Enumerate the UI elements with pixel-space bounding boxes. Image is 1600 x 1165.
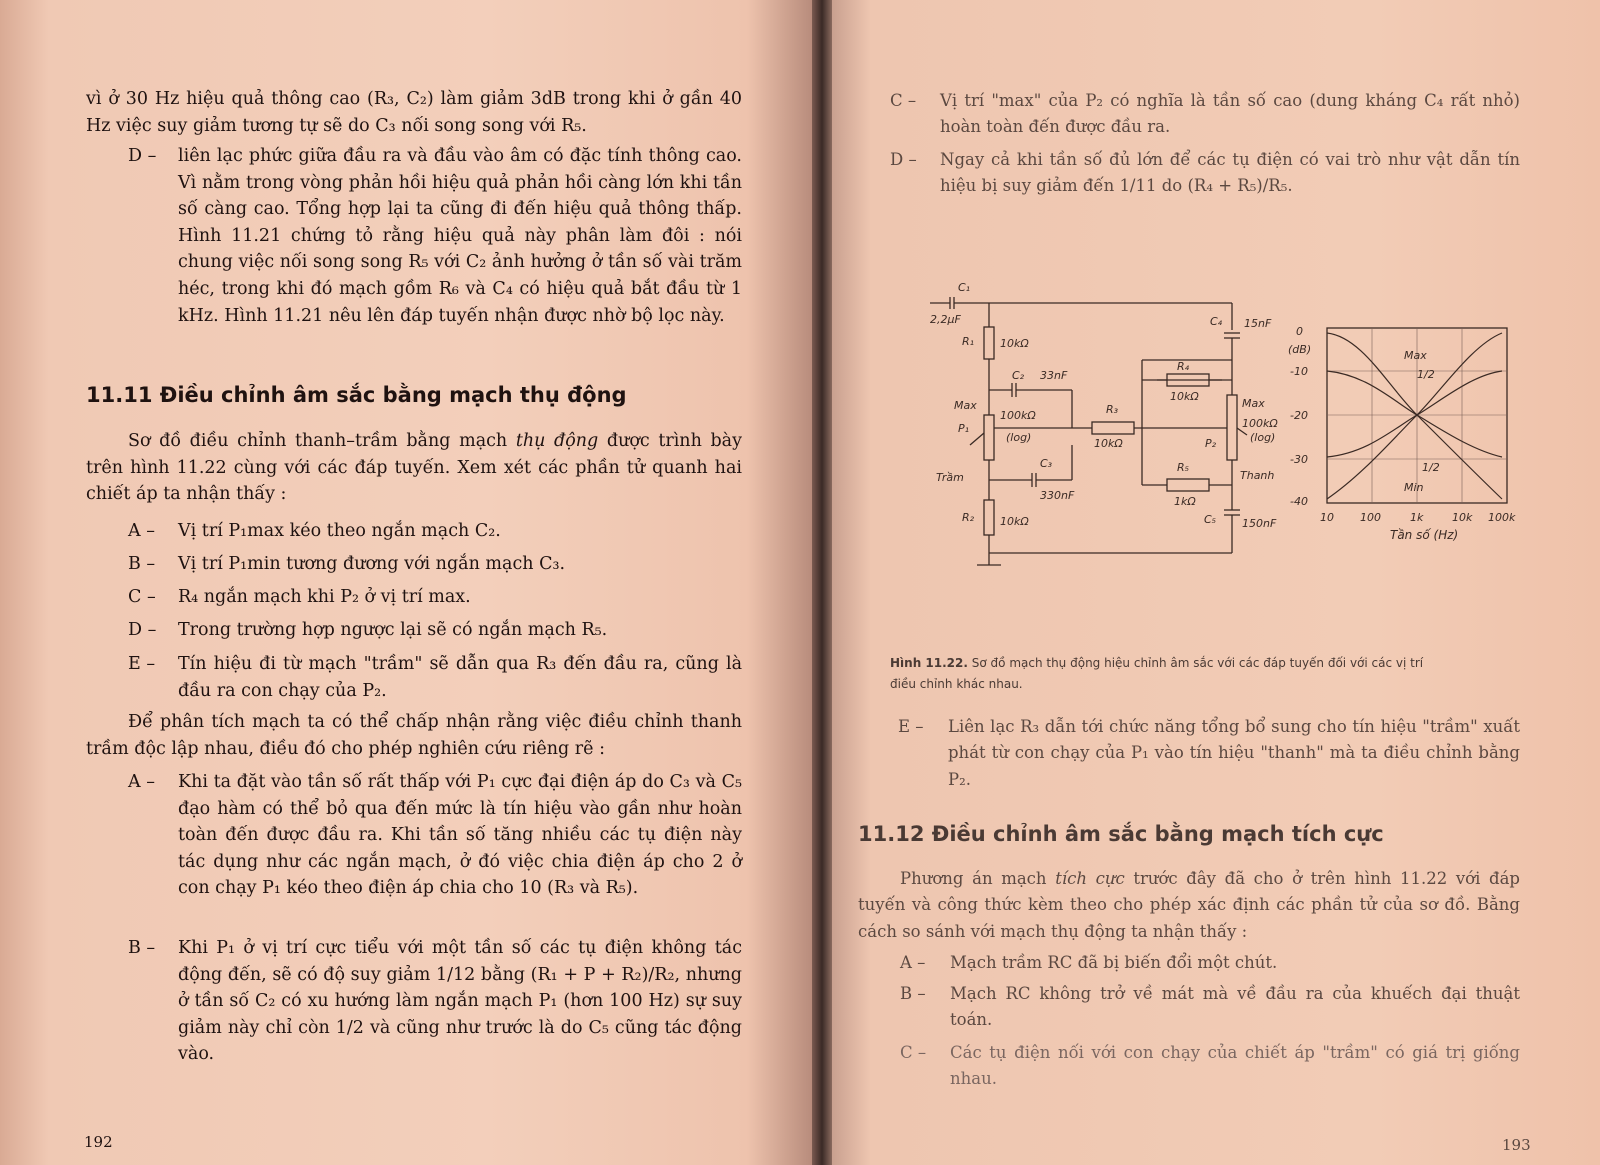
- c3-value: 330nF: [1040, 489, 1075, 502]
- paragraph: [858, 866, 1520, 945]
- list-text: Vị trí P₁max kéo theo ngắn mạch C₂.: [178, 521, 501, 541]
- caption-label: Hình 11.22.: [890, 656, 968, 670]
- list-label: E –: [128, 654, 156, 674]
- curve-label-half: 1/2: [1417, 368, 1435, 381]
- c1-value: 2,2µF: [930, 313, 961, 326]
- list-item: [128, 584, 742, 611]
- y-tick: -30: [1290, 453, 1308, 466]
- list-item: [890, 147, 1520, 200]
- x-tick: 10k: [1452, 511, 1473, 524]
- list-label: A –: [900, 953, 926, 972]
- list-item: [900, 981, 1520, 1034]
- c5-label: C₅: [1204, 513, 1217, 526]
- p1-value: 100kΩ: [1000, 409, 1036, 422]
- list-item: [890, 88, 1520, 141]
- p1-label: P₁: [958, 422, 970, 435]
- p1-log: (log): [1006, 431, 1032, 444]
- emphasis: tích cực: [1055, 869, 1125, 888]
- r4-label: R₄: [1177, 360, 1190, 373]
- list-text: Khi ta đặt vào tần số rất thấp với P₁ cực đại điện áp do C₃ và C₅ đạo hàm có thể bỏ qua đến mức là tín hiệu vào gần như hoàn toàn đến được đầu ra. Khi tần số tăng nhiều các tụ điện này tác dụng như các ngắn mạch, ở đó việc chia điện áp cho 2 ở con chạy P₁ kéo theo điện áp chia cho 10 (R₃ và R₅).: [178, 772, 742, 899]
- tram-label: Trầm: [936, 471, 964, 484]
- p2-value: 100kΩ: [1242, 417, 1278, 430]
- list-text: R₄ ngắn mạch khi P₂ ở vị trí max.: [178, 587, 471, 607]
- y-tick: -10: [1290, 365, 1308, 378]
- circuit-schematic: [930, 297, 1247, 565]
- list-label: A –: [128, 521, 155, 541]
- p2-max-label: Max: [1242, 397, 1265, 410]
- c1-label: C₁: [958, 281, 971, 294]
- c4-label: C₄: [1210, 315, 1223, 328]
- r1-value: 10kΩ: [1000, 337, 1029, 350]
- paragraph: [86, 428, 742, 508]
- section-heading: 11.12 Điều chỉnh âm sắc bằng mạch tích cực: [858, 822, 1384, 846]
- list-item: [128, 518, 742, 545]
- list-item: [900, 1040, 1520, 1093]
- list-label: B –: [128, 554, 156, 574]
- list-label: C –: [890, 91, 917, 110]
- list-item: [128, 617, 742, 644]
- p2-label: P₂: [1205, 437, 1217, 450]
- thanh-label: Thanh: [1240, 469, 1275, 482]
- emphasis: thụ động: [515, 431, 599, 451]
- section-heading: 11.11 Điều chỉnh âm sắc bằng mạch thụ động: [86, 383, 627, 407]
- list-label: D –: [128, 620, 157, 640]
- x-tick: 100k: [1488, 511, 1516, 524]
- y-unit: (dB): [1288, 343, 1312, 356]
- r2-value: 10kΩ: [1000, 515, 1029, 528]
- r1-label: R₁: [962, 335, 975, 348]
- r3-value: 10kΩ: [1094, 437, 1123, 450]
- r5-label: R₅: [1177, 461, 1190, 474]
- list-label: D –: [128, 146, 157, 166]
- c3-label: C₃: [1040, 457, 1053, 470]
- p2-log: (log): [1250, 431, 1276, 444]
- list-label: C –: [128, 587, 156, 607]
- curve-label-min: Min: [1404, 481, 1424, 494]
- paragraph: Để phân tích mạch ta có thể chấp nhận rằng việc điều chỉnh thanh trầm độc lập nhau, điều đó cho phép nghiên cứu riêng rẽ :: [86, 712, 742, 759]
- list-text: Vị trí P₁min tương đương với ngắn mạch C₃.: [178, 554, 566, 574]
- list-item: [128, 769, 742, 902]
- text-run: Sơ đồ điều chỉnh thanh–trầm bằng mạch: [128, 431, 516, 451]
- list-item: [128, 551, 742, 578]
- curve-label-max: Max: [1404, 349, 1427, 362]
- response-graph: [1288, 325, 1516, 542]
- list-text: Khi P₁ ở vị trí cực tiểu với một tần số các tụ điện không tác động đến, sẽ có độ suy giảm 1/12 bằng (R₁ + P + R₂)/R₂, nhưng ở tần số C₂ có xu hướng làm ngắn mạch P₁ (hơn 100 Hz) sự suy giảm này chỉ còn 1/2 và cũng như trước là do C₅ cũng tác động vào.: [178, 938, 742, 1065]
- list-text: Mạch trầm RC đã bị biến đổi một chút.: [950, 953, 1278, 972]
- y-tick: 0: [1296, 325, 1303, 338]
- figure-caption: [890, 653, 1450, 695]
- paragraph: vì ở 30 Hz hiệu quả thông cao (R₃, C₂) làm giảm 3dB trong khi ở gần 40 Hz việc suy giảm tương tự sẽ do C₃ nối song song với R₅.: [86, 89, 742, 136]
- circuit-labels: [930, 281, 1278, 530]
- text-run: trước đây đã cho ở trên hình 11.22 với đáp tuyến và công thức kèm theo cho phép xác định các phần tử của sơ đồ. Bằng cách so sánh với mạch thụ động ta nhận thấy :: [858, 869, 1520, 941]
- text-run: được trình bày trên hình 11.22 cùng với các đáp tuyến. Xem xét các phần tử quanh hai chiết áp ta nhận thấy :: [86, 431, 742, 505]
- list-item: [898, 714, 1520, 793]
- caption-text: Sơ đồ mạch thụ động hiệu chỉnh âm sắc với các đáp tuyến đối với các vị trí điều chỉnh khác nhau.: [890, 656, 1424, 691]
- list-label: E –: [898, 717, 924, 736]
- y-tick: -20: [1290, 409, 1308, 422]
- c2-value: 33nF: [1040, 369, 1068, 382]
- x-tick: 100: [1360, 511, 1381, 524]
- list-item: [128, 651, 742, 704]
- figure-11-22: [922, 275, 1542, 595]
- list-item: [900, 950, 1520, 976]
- list-label: A –: [128, 772, 155, 792]
- list-text: Liên lạc R₃ dẫn tới chức năng tổng bổ sung cho tín hiệu "trầm" xuất phát từ con chạy của P₁ vào tín hiệu "thanh" mà ta điều chỉnh bằng P₂.: [948, 717, 1520, 789]
- list-text: Các tụ điện nối với con chạy của chiết áp "trầm" có giá trị giống nhau.: [950, 1043, 1520, 1089]
- curve-label-half: 1/2: [1422, 461, 1440, 474]
- list-text: Trong trường hợp ngược lại sẽ có ngắn mạch R₅.: [178, 620, 608, 640]
- x-tick: 1k: [1410, 511, 1424, 524]
- list-text: Mạch RC không trở về mát mà về đầu ra của khuếch đại thuật toán.: [950, 984, 1520, 1030]
- list-item: [128, 935, 742, 1068]
- list-text: Ngay cả khi tần số đủ lớn để các tụ điện có vai trò như vật dẫn tín hiệu bị suy giảm đến 1/11 do (R₄ + R₅)/R₅.: [940, 150, 1520, 196]
- r4-value: 10kΩ: [1170, 390, 1199, 403]
- r5-value: 1kΩ: [1174, 495, 1196, 508]
- page-number: 193: [1502, 1136, 1531, 1154]
- x-tick: 10: [1320, 511, 1334, 524]
- c5-value: 150nF: [1242, 517, 1277, 530]
- text-run: Phương án mạch: [900, 869, 1056, 888]
- list-text: Vị trí "max" của P₂ có nghĩa là tần số cao (dung kháng C₄ rất nhỏ) hoàn toàn đến được đầu ra.: [940, 91, 1520, 137]
- list-label: C –: [900, 1043, 927, 1062]
- r2-label: R₂: [962, 511, 975, 524]
- book-spine: [812, 0, 832, 1165]
- list-item: [128, 143, 742, 329]
- list-label: B –: [900, 984, 926, 1003]
- right-page: [832, 0, 1600, 1165]
- c2-label: C₂: [1012, 369, 1025, 382]
- list-text: liên lạc phức giữa đầu ra và đầu vào âm có đặc tính thông cao. Vì nằm trong vòng phản hồi hiệu quả phản hồi càng lớn khi tần số càng cao. Tổng hợp lại ta cũng đi đến hiệu quả thông thấp. Hình 11.21 chứng tỏ rằng hiệu quả này phân làm đôi : nói chung việc nối song song R₅ với C₂ ảnh hưởng ở tần số vài trăm héc, trong khi đó mạch gồm R₆ và C₄ có hiệu quả bắt đầu từ 1 kHz. Hình 11.21 nêu lên đáp tuyến nhận được nhờ bộ lọc này.: [178, 146, 742, 326]
- y-tick: -40: [1290, 495, 1308, 508]
- page-number: 192: [84, 1133, 113, 1151]
- p1-max-label: Max: [954, 399, 977, 412]
- c4-value: 15nF: [1244, 317, 1272, 330]
- x-axis-label: Tần số (Hz): [1390, 528, 1459, 542]
- list-text: Tín hiệu đi từ mạch "trầm" sẽ dẫn qua R₃ đến đầu ra, cũng là đầu ra con chạy của P₂.: [178, 654, 742, 701]
- list-label: D –: [890, 150, 917, 169]
- list-label: B –: [128, 938, 156, 958]
- r3-label: R₃: [1106, 403, 1119, 416]
